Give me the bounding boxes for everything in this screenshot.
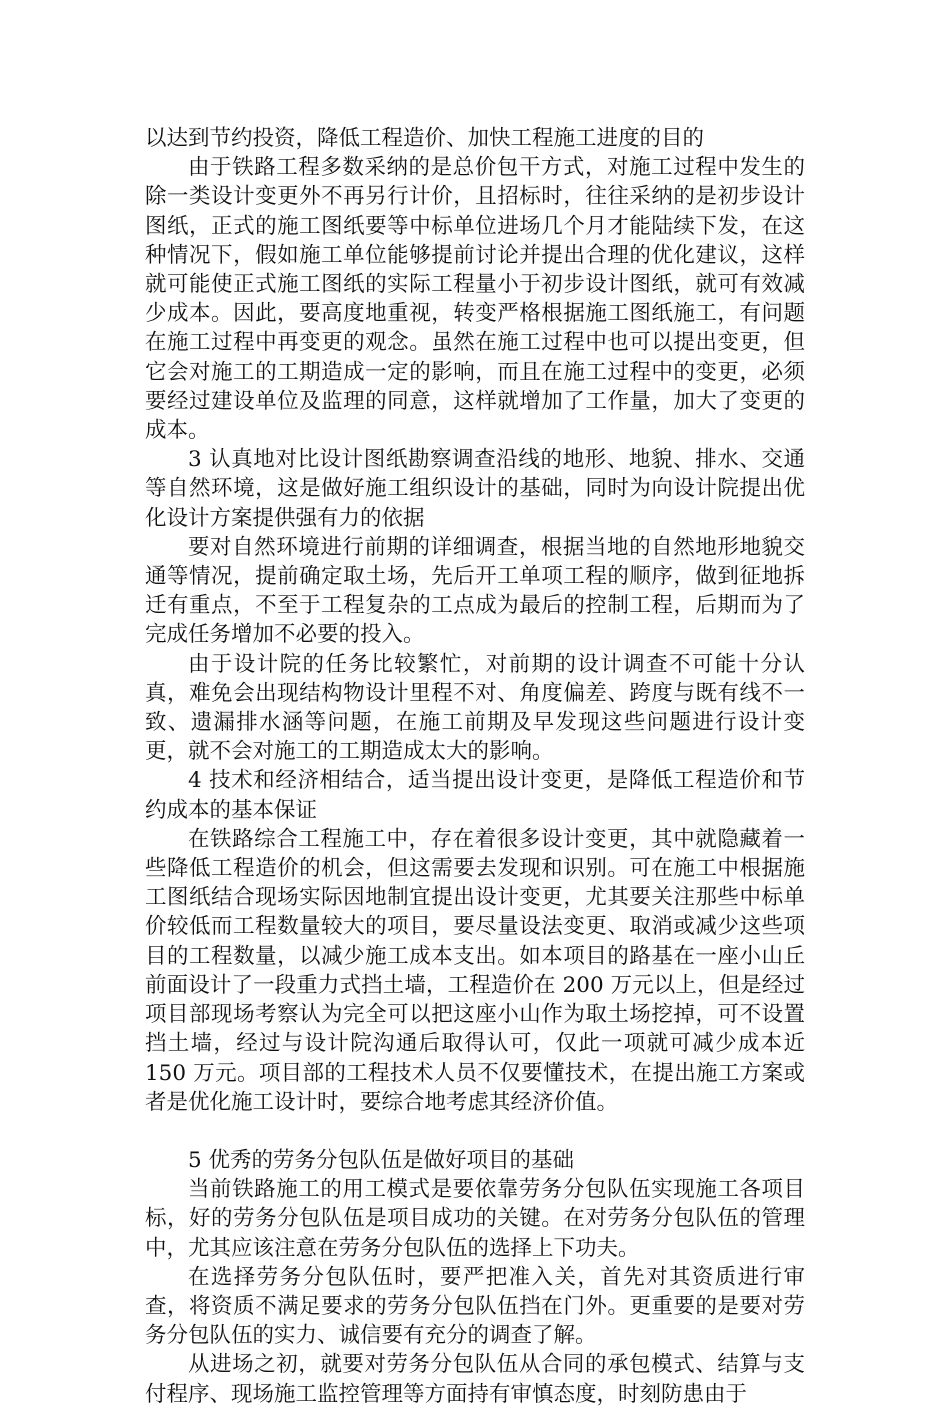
section-heading-5: 5 优秀的劳务分包队伍是做好项目的基础 — [188, 1147, 575, 1173]
document-page — [145, 124, 805, 1409]
paragraph-technical-economic: 在铁路综合工程施工中，存在着很多设计变更，其中就隐藏着一些降低工程造价的机会，但这需要去发现和识别。可在施工中根据施工图纸结合现场实际因地制宜提出设计变更，尤其要关注那些中标单价较低而工程数量较大的项目，要尽量设法变更、取消或减少这些项目的工程数量，以减少施工成本支出。如本项目的路基在一座小山丘前面设计了一段重力式挡土墙，工程造价在 200 万元以上，但是经过项目部现场考察认为完全可以把这座小山作为取土场挖掉，可不设置挡土墙，经过与设计院沟通后取得认可，仅此一项就可减少成本近 150 万元。项目部的工程技术人员不仅要懂技术，在提出施工方案或者是优化施工设计时，要综合地考虑其经济价值。 — [145, 826, 805, 1115]
paragraph-design-institute: 由于设计院的任务比较繁忙，对前期的设计调查不可能十分认真，难免会出现结构物设计里程不对、角度偏差、跨度与既有线不一致、遗漏排水涵等问题，在施工前期及早发现这些问题进行设计变更，就不会对施工的工期造成太大的影响。 — [145, 651, 805, 765]
paragraph-labor-selection: 在选择劳务分包队伍时，要严把准入关，首先对其资质进行审查，将资质不满足要求的劳务分包队伍挡在门外。更重要的是要对劳务分包队伍的实力、诚信要有充分的调查了解。 — [145, 1264, 805, 1349]
paragraph-labor-model: 当前铁路施工的用工模式是要依靠劳务分包队伍实现施工各项目标，好的劳务分包队伍是项目成功的关键。在对劳务分包队伍的管理中，尤其应该注意在劳务分包队伍的选择上下功夫。 — [145, 1177, 805, 1261]
section-heading-3: 3 认真地对比设计图纸勘察调查沿线的地形、地貌、排水、交通等自然环境，这是做好施工组织设计的基础，同时为向设计院提出优化设计方案提供强有力的依据 — [145, 447, 805, 531]
paragraph-design-change-cost: 由于铁路工程多数采纳的是总价包干方式，对施工过程中发生的除一类设计变更外不再另行计价，且招标时，往往采纳的是初步设计图纸，正式的施工图纸要等中标单位进场几个月才能陆续下发，在这种情况下，假如施工单位能够提前讨论并提出合理的优化建议，这样就可能使正式施工图纸的实际工程量小于初步设计图纸，就可有效减少成本。因此，要高度地重视，转变严格根据施工图纸施工，有问题在施工过程中再变更的观念。虽然在施工过程中也可以提出变更，但它会对施工的工期造成一定的影响，而且在施工过程中的变更，必须要经过建设单位及监理的同意，这样就增加了工作量，加大了变更的成本。 — [145, 155, 805, 444]
section-heading-4: 4 技术和经济相结合，适当提出设计变更，是降低工程造价和节约成本的基本保证 — [145, 768, 805, 823]
paragraph-labor-management: 从进场之初，就要对劳务分包队伍从合同的承包模式、结算与支付程序、现场施工监控管理等方面持有审慎态度，时刻防患由于 — [145, 1352, 805, 1407]
paragraph-continuation: 以达到节约投资，降低工程造价、加快工程施工进度的目的 — [145, 126, 705, 151]
paragraph-environment-survey: 要对自然环境进行前期的详细调查，根据当地的自然地形地貌交通等情况，提前确定取土场，先后开工单项工程的顺序，做到征地拆迁有重点，不至于工程复杂的工点成为最后的控制工程，后期而为了完成任务增加不必要的投入。 — [145, 534, 805, 648]
